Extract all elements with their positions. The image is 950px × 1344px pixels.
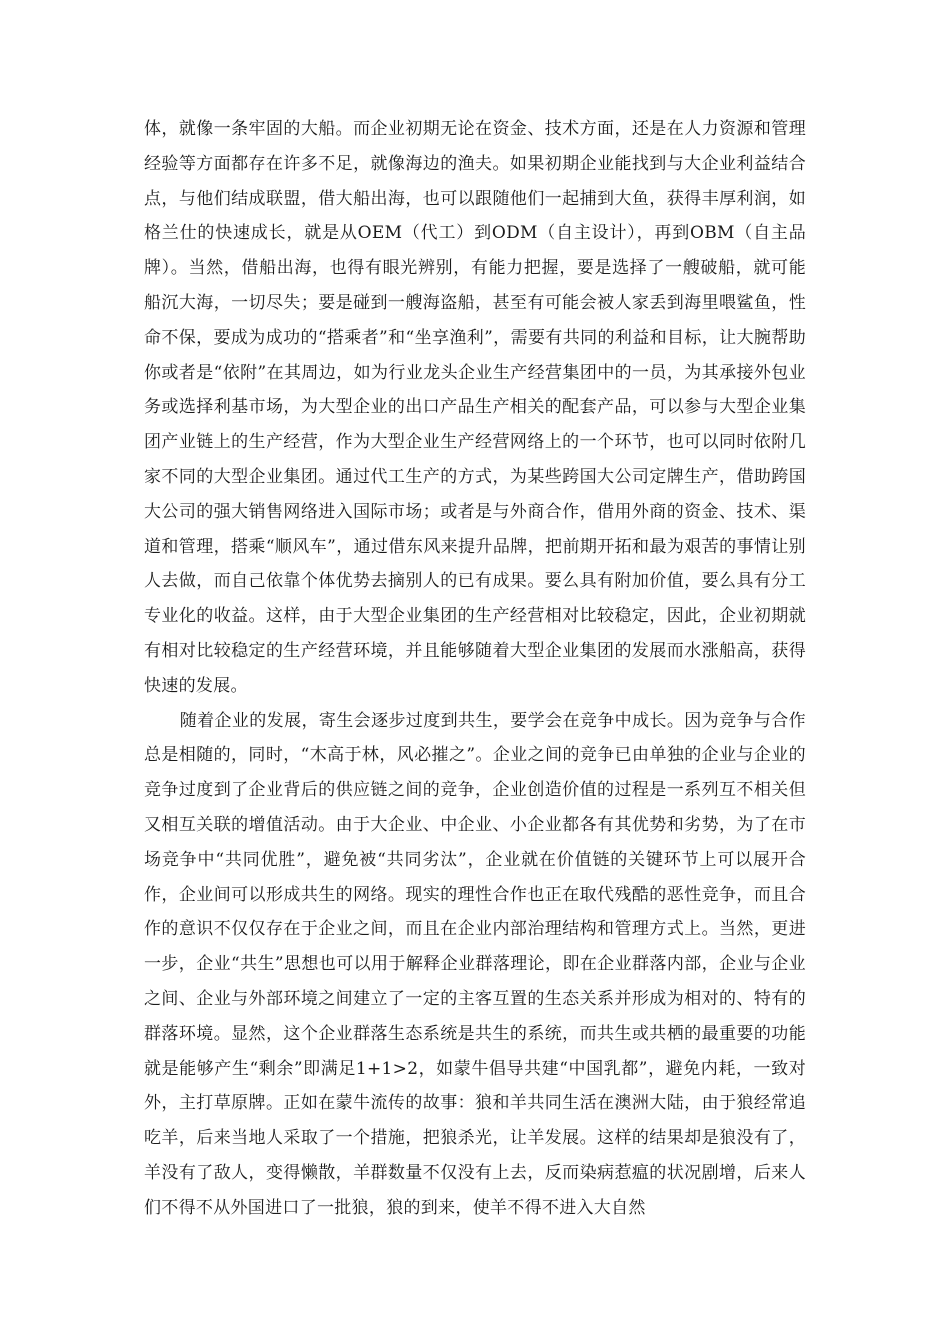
paragraph-1: 体，就像一条牢固的大船。而企业初期无论在资金、技术方面，还是在人力资源和管理经验等方面都存在许多不足，就像海边的渔夫。如果初期企业能找到与大企业利益结合点，与他们结成联盟，借大船出海，也可以跟随他们一起捕到大鱼，获得丰厚利润，如格兰仕的快速成长，就是从OEM（代工）到ODM（自主设计），再到OBM（自主品牌）。当然，借船出海，也得有眼光辨别，有能力把握，要是选择了一艘破船，就可能船沉大海，一切尽失；要是碰到一艘海盗船，甚至有可能会被人家丢到海里喂鲨鱼，性命不保，要成为成功的“搭乘者”和“坐享渔利”，需要有共同的利益和目标，让大腕帮助你或者是“依附”在其周边，如为行业龙头企业生产经营集团中的一员，为其承接外包业务或选择利基市场，为大型企业的出口产品生产相关的配套产品，可以参与大型企业集团产业链上的生产经营，作为大型企业生产经营网络上的一个环节，也可以同时依附几家不同的大型企业集团。通过代工生产的方式，为某些跨国大公司定牌生产，借助跨国大公司的强大销售网络进入国际市场；或者是与外商合作，借用外商的资金、技术、渠道和管理，搭乘“顺风车”，通过借东风来提升品牌，把前期开拓和最为艰苦的事情让别人去做，而自己依靠个体优势去摘别人的已有成果。要么具有附加价值，要么具有分工专业化的收益。这样，由于大型企业集团的生产经营相对比较稳定，因此，企业初期就有相对比较稳定的生产经营环境，并且能够随着大型企业集团的发展而水涨船高，获得快速的发展。 [144, 119, 806, 696]
body-text [144, 112, 806, 1226]
paragraph-2: 随着企业的发展，寄生会逐步过度到共生，要学会在竞争中成长。因为竞争与合作总是相随的，同时，“木高于林，风必摧之”。企业之间的竞争已由单独的企业与企业的竞争过度到了企业背后的供应链之间的竞争，企业创造价值的过程是一系列互不相关但又相互关联的增值活动。由于大企业、中企业、小企业都各有其优势和劣势，为了在市场竞争中“共同优胜”，避免被“共同劣汰”，企业就在价值链的关键环节上可以展开合作，企业间可以形成共生的网络。现实的理性合作也正在取代残酷的恶性竞争，而且合作的意识不仅仅存在于企业之间，而且在企业内部治理结构和管理方式上。当然，更进一步，企业“共生”思想也可以用于解释企业群落理论，即在企业群落内部，企业与企业之间、企业与外部环境之间建立了一定的主客互置的生态关系并形成为相对的、特有的群落环境。显然，这个企业群落生态系统是共生的系统，而共生或共栖的最重要的功能就是能够产生“剩余”即满足1+1>2，如蒙牛倡导共建“中国乳都”，避免内耗，一致对外，主打草原牌。正如在蒙牛流传的故事：狼和羊共同生活在澳洲大陆，由于狼经常追吃羊，后来当地人采取了一个措施，把狼杀光，让羊发展。这样的结果却是狼没有了，羊没有了敌人，变得懒散，羊群数量不仅没有上去，反而染病惹瘟的状况剧增，后来人们不得不从外国进口了一批狼，狼的到来，使羊不得不进入大自然 [144, 710, 806, 1218]
